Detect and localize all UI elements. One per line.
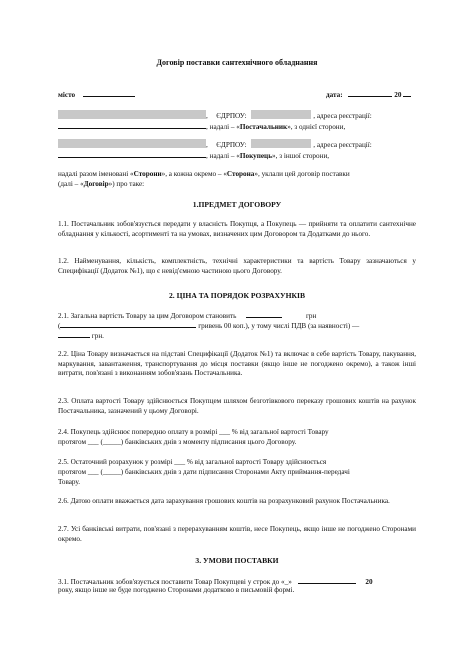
buyer-line-1: , ЄДРПОУ: , адреса реєстрації:: [58, 139, 372, 150]
clause-2-7: 2.7. Усі банківські витрати, пов'язані з перерахуванням коштів, несе Покупець, якщо інше не погоджено Сторонами окремо.: [58, 525, 416, 543]
clause-1-2: 1.2. Найменування, кількість, комплектність, технічні характеристики та вартість Товару зазначаються у Специфікації (Додаток №1), що є невід'ємною частиною цього Договору.: [58, 257, 416, 275]
clause-2-3: 2.3. Оплата вартості Товару здійснюється Покупцем шляхом безготівкового переказу грошових коштів на рахунок Постачальника, зазначений у цьому Договорі.: [58, 397, 416, 415]
vat-amount-field[interactable]: [58, 330, 90, 338]
buyer-role: Покупець: [239, 152, 272, 160]
clause-3-1-line-2: року, якщо інше не буде погоджено Сторонами додатково в письмовій формі.: [58, 586, 295, 594]
supplier-name-redacted: [58, 110, 206, 119]
supplier-address-label: , адреса реєстрації:: [313, 112, 372, 120]
clause-2-2: 2.2. Ціна Товару визначається на підставі Специфікації (Додаток №1) та включає в себе вартість Товару, пакування, маркування, завантаження, транспортування до місця поставки (якщо інше не погоджено окремо), а також інші витрати, пов'язані з виконанням зобов'язань Постачальника.: [58, 350, 416, 378]
supplier-line-2: , надалі – «Постачальник», з однієї сторони,: [58, 121, 345, 132]
clause-2-6: 2.6. Датою оплати вважається дата зарахування грошових коштів на розрахунковий рахунок Постачальника.: [58, 497, 390, 505]
supplier-line-1: , ЄДРПОУ: , адреса реєстрації:: [58, 110, 372, 121]
clause-2-5-line-3: Товару.: [58, 478, 81, 486]
date-year-field[interactable]: [403, 89, 411, 97]
amount-in-words-field[interactable]: [60, 320, 196, 328]
clause-2-5-line-1: 2.5. Остаточний розрахунок у розмірі ___ % від загальної вартості Товару здійснюється: [58, 458, 327, 466]
clause-2-4-line-1: 2.4. Покупець здійснює попередню оплату в розмірі ___ % від загальної вартості Товару: [58, 428, 329, 436]
date-label: дата:: [326, 91, 343, 99]
buyer-edrpou-label: ЄДРПОУ:: [216, 141, 247, 149]
buyer-edrpou-redacted: [251, 139, 311, 148]
delivery-date-field[interactable]: [298, 576, 356, 584]
date-row: [326, 89, 411, 100]
section-1-heading: 1.ПРЕДМЕТ ДОГОВОРУ: [192, 200, 282, 209]
clause-2-5-line-2: протягом ___ (_____) банківських днів з дати підписання Сторонами Акту приймання-передачі: [58, 468, 350, 476]
supplier-address-field[interactable]: [58, 121, 206, 129]
clause-2-4-line-2: протягом ___ (_____) банківських днів з моменту підписання цього Договору.: [58, 438, 297, 446]
place-row: [58, 89, 135, 100]
date-year: 20: [394, 91, 402, 99]
buyer-address-field[interactable]: [58, 150, 206, 158]
intro-line-1: надалі разом іменовані «Сторони», а кожна окремо – «Сторона», уклали цей договір поставки: [58, 170, 350, 178]
clause-2-1-line-2: ( гривень 00 коп.), у тому числі ПДВ (за наявності) —: [58, 322, 360, 330]
clause-1-1: 1.1. Постачальник зобов'язується передати у власність Покупця, а Покупець — прийняти та оплатити сантехнічне обладнання у кількості, асортименті та на умовах, визначених цим Договором та Додатками до нього.: [58, 220, 416, 238]
clause-2-1-line-1: 2.1. Загальна вартість Товару за цим Договором становить грн: [58, 312, 317, 320]
document-title: Договір поставки сантехнічного обладнання: [156, 58, 318, 67]
supplier-edrpou-label: ЄДРПОУ:: [216, 112, 247, 120]
clause-3-1-line-1: 3.1. Постачальник зобов'язується поставити Товар Покупцеві у строк до «_» 20: [58, 578, 373, 586]
place-label: місто: [58, 91, 76, 99]
buyer-name-redacted: [58, 139, 206, 148]
place-field[interactable]: [83, 89, 135, 97]
clause-2-1-line-3: грн.: [58, 330, 104, 341]
date-field[interactable]: [348, 89, 392, 97]
intro-line-2: (далі – «Договір») про таке:: [58, 180, 145, 188]
supplier-role: Постачальник: [239, 123, 288, 131]
buyer-address-label: , адреса реєстрації:: [313, 141, 372, 149]
supplier-edrpou-redacted: [251, 110, 311, 119]
buyer-line-2: , надалі – «Покупець», з іншої сторони,: [58, 150, 329, 161]
total-amount-field[interactable]: [246, 310, 282, 318]
section-2-heading: 2. ЦІНА ТА ПОРЯДОК РОЗРАХУНКІВ: [168, 291, 306, 300]
section-3-heading: 3. УМОВИ ПОСТАВКИ: [195, 556, 279, 565]
